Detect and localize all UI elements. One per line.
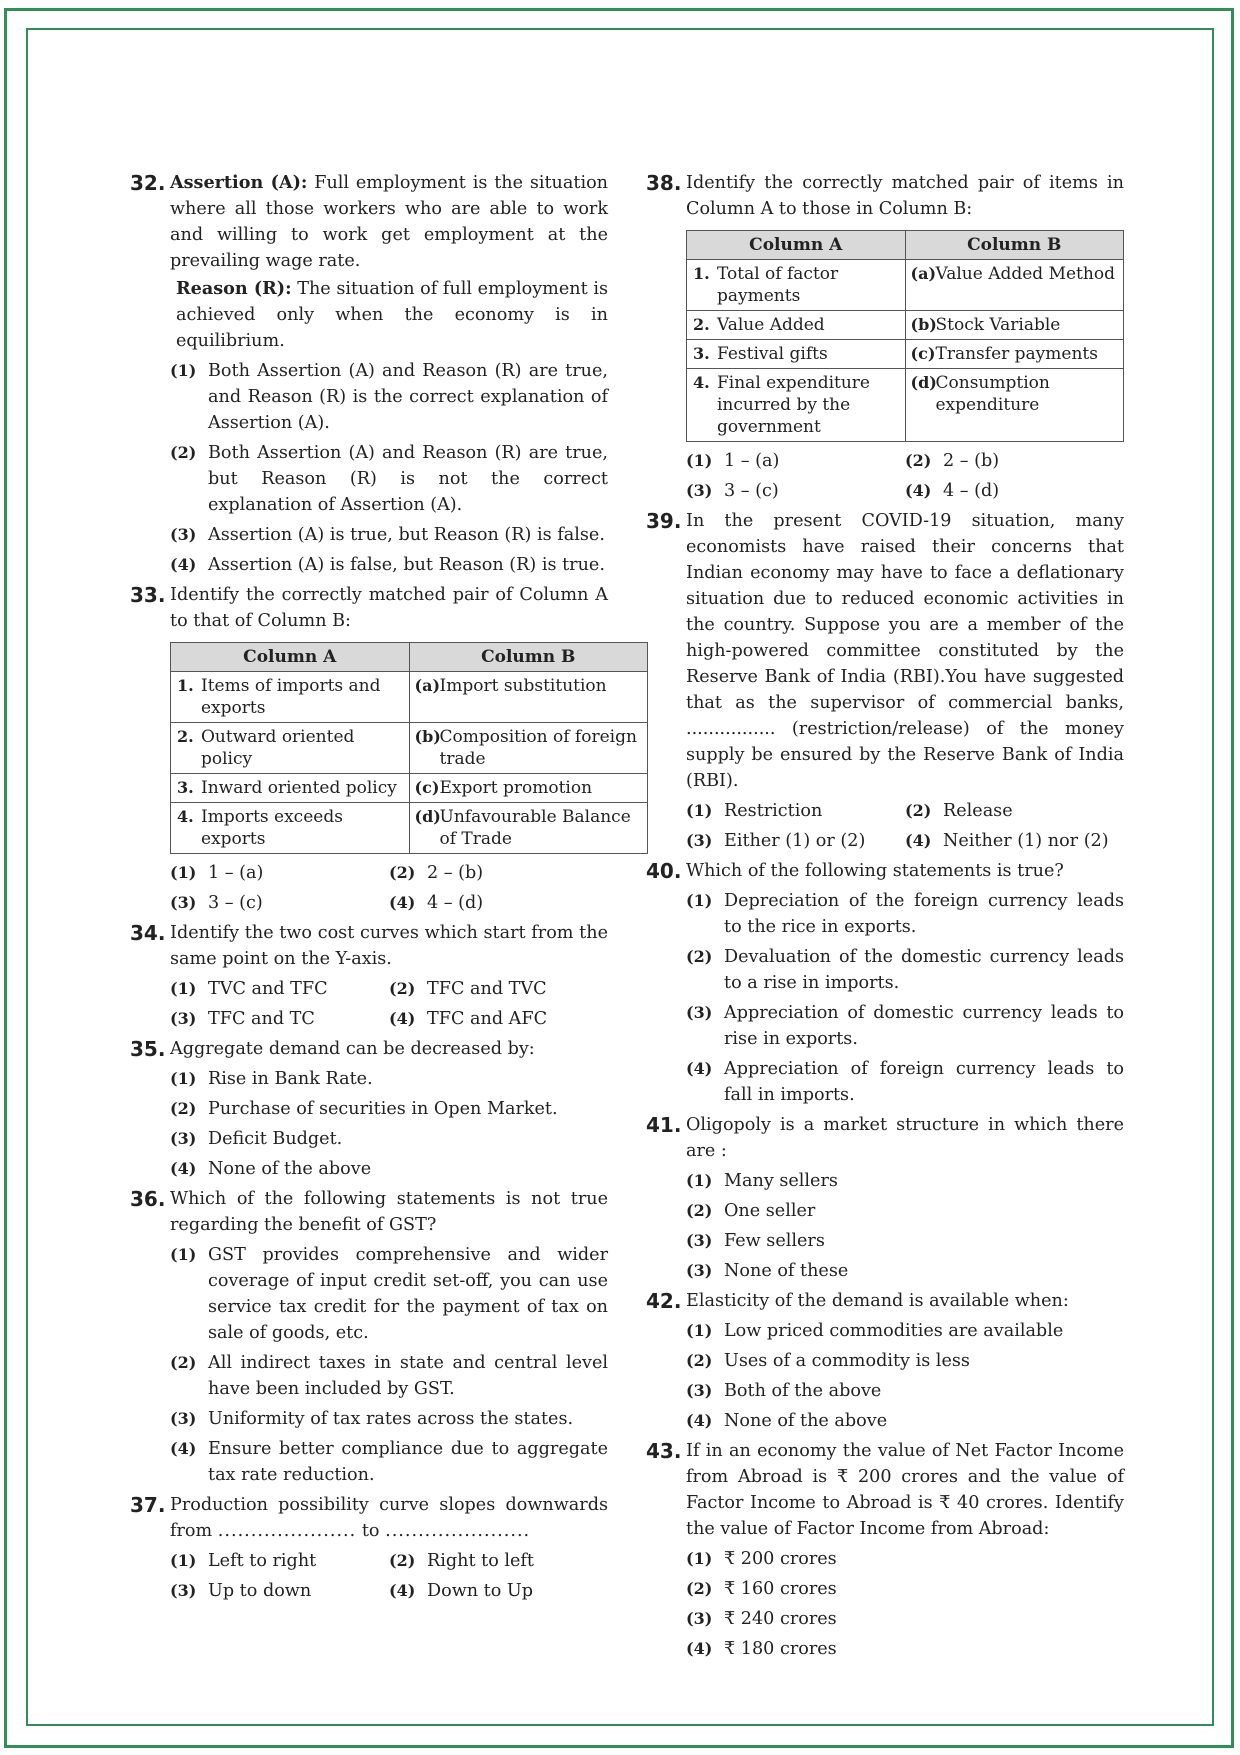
question-39 [646, 508, 1124, 854]
option[interactable]: (1) 1 – (a) [686, 451, 780, 471]
question-text: Identify the two cost curves which start from the same point on the Y-axis. [170, 923, 608, 969]
column-a-header: Column A [687, 231, 906, 260]
option[interactable]: (3) Appreciation of domestic currency leads to rise in exports. [686, 1003, 1124, 1049]
option[interactable]: (4) Ensure better compliance due to aggregate tax rate reduction. [170, 1439, 608, 1485]
question-number: 40. [646, 859, 682, 883]
match-table [686, 230, 1124, 442]
option[interactable]: (4) Neither (1) nor (2) [905, 831, 1109, 851]
option[interactable]: (2) ₹ 160 crores [686, 1579, 837, 1599]
option[interactable]: (4) Down to Up [389, 1581, 534, 1601]
option[interactable]: (1) Low priced commodities are available [686, 1321, 1064, 1341]
question-text: Aggregate demand can be decreased by: [170, 1039, 535, 1059]
question-number: 34. [130, 921, 166, 945]
option[interactable]: (4) Appreciation of foreign currency leads to fall in imports. [686, 1059, 1124, 1105]
question-43 [646, 1438, 1124, 1662]
question-text: In the present COVID-19 situation, many economists have raised their concerns that Indian economy may have to face a deflationary situation due to reduced economic activities in the country. Suppose you are a member of the high-powered committee constituted by the Reserve Bank of India (RBI).You have suggested that as the supervisor of commercial banks, ................ (restriction/release) of the money supply be ensured by the Reserve Bank of India (RBI). [686, 511, 1124, 791]
option[interactable]: (4) 4 – (d) [905, 481, 1000, 501]
question-35 [130, 1036, 608, 1182]
question-42 [646, 1288, 1124, 1434]
question-text: Oligopoly is a market structure in which there are : [686, 1115, 1124, 1161]
option[interactable]: (2) 2 – (b) [905, 451, 1000, 471]
table-row: 2. Outward oriented policy (b) Composition of foreign trade [171, 723, 648, 774]
question-number: 35. [130, 1037, 166, 1061]
option[interactable]: (3) Deficit Budget. [170, 1129, 343, 1149]
option[interactable]: (2) One seller [686, 1201, 816, 1221]
options-grid [170, 860, 608, 916]
question-number: 32. [130, 171, 166, 195]
option[interactable]: (1) 1 – (a) [170, 863, 264, 883]
option[interactable]: (1) Depreciation of the foreign currency leads to the rice in exports. [686, 891, 1124, 937]
question-number: 39. [646, 509, 682, 533]
table-row: 4. Imports exceeds exports (d) Unfavourable Balance of Trade [171, 803, 648, 854]
option[interactable]: (2) Purchase of securities in Open Market. [170, 1099, 558, 1119]
option[interactable]: (2) Uses of a commodity is less [686, 1351, 970, 1371]
option[interactable]: (3) ₹ 240 crores [686, 1609, 837, 1629]
question-37 [130, 1492, 608, 1604]
option[interactable]: (3) Uniformity of tax rates across the states. [170, 1409, 574, 1429]
table-row: 3. Festival gifts (c) Transfer payments [687, 340, 1124, 369]
option[interactable]: (3) Few sellers [686, 1231, 825, 1251]
question-number: 41. [646, 1113, 682, 1137]
question-40 [646, 858, 1124, 1108]
option[interactable]: (4) 4 – (d) [389, 893, 484, 913]
question-text: Identify the correctly matched pair of Column A to that of Column B: [170, 585, 608, 631]
question-text: Which of the following statements is true? [686, 861, 1064, 881]
question-number: 42. [646, 1289, 682, 1313]
left-column [130, 170, 637, 1608]
question-text: Which of the following statements is not true regarding the benefit of GST? [170, 1189, 608, 1235]
option[interactable]: (3) 3 – (c) [686, 481, 779, 501]
option[interactable]: (4) TFC and AFC [389, 1009, 548, 1029]
question-number: 36. [130, 1187, 166, 1211]
blank: ..................... [217, 1521, 357, 1541]
question-33 [130, 582, 637, 916]
table-row: 4. Final expenditure incurred by the government (d) Consumption expenditure [687, 369, 1124, 442]
option[interactable]: (2) TFC and TVC [389, 979, 547, 999]
option[interactable]: (3) None of these [686, 1261, 849, 1281]
question-34 [130, 920, 608, 1032]
column-b-header: Column B [905, 231, 1124, 260]
option[interactable]: (4) None of the above [686, 1411, 888, 1431]
options-grid [686, 448, 1124, 504]
option[interactable]: (3) Either (1) or (2) [686, 831, 866, 851]
options-grid [686, 798, 1124, 854]
option[interactable]: (1) TVC and TFC [170, 979, 328, 999]
option[interactable]: (2) Both Assertion (A) and Reason (R) are true, but Reason (R) is not the correct explanation of Assertion (A). [170, 443, 608, 515]
option[interactable]: (1) Left to right [170, 1551, 317, 1571]
blank: ...................... [385, 1521, 531, 1541]
option[interactable]: (4) Assertion (A) is false, but Reason (R) is true. [170, 555, 605, 575]
question-text: Identify the correctly matched pair of items in Column A to those in Column B: [686, 173, 1124, 219]
option[interactable]: (1) Many sellers [686, 1171, 838, 1191]
option[interactable]: (1) Restriction [686, 801, 823, 821]
option[interactable]: (3) 3 – (c) [170, 893, 263, 913]
question-text: Production possibility curve slopes downwards from ..................... to ...................... [170, 1495, 608, 1541]
column-a-header: Column A [171, 643, 410, 672]
option[interactable]: (2) Right to left [389, 1551, 535, 1571]
question-36 [130, 1186, 608, 1488]
question-32 [130, 170, 608, 578]
table-row: 2. Value Added (b) Stock Variable [687, 311, 1124, 340]
option[interactable]: (3) Up to down [170, 1581, 312, 1601]
question-text: Assertion (A): Full employment is the situation where all those workers who are able to work and willing to work get employment at the prevailing wage rate. [170, 172, 608, 271]
question-text: If in an economy the value of Net Factor Income from Abroad is ₹ 200 crores and the value of Factor Income to Abroad is ₹ 40 crores. Identify the value of Factor Income from Abroad: [686, 1441, 1124, 1539]
option[interactable]: (1) GST provides comprehensive and wider coverage of input credit set-off, you can use service tax credit for the payment of tax on sale of goods, etc. [170, 1245, 608, 1343]
question-38 [646, 170, 1124, 504]
option[interactable]: (3) Both of the above [686, 1381, 882, 1401]
options-grid [170, 976, 608, 1032]
option[interactable]: (4) ₹ 180 crores [686, 1639, 837, 1659]
table-row: 1. Total of factor payments (a) Value Added Method [687, 260, 1124, 311]
question-number: 37. [130, 1493, 166, 1517]
question-number: 33. [130, 583, 166, 607]
table-row: 3. Inward oriented policy (c) Export promotion [171, 774, 648, 803]
match-table [170, 642, 648, 854]
option[interactable]: (2) 2 – (b) [389, 863, 484, 883]
column-b-header: Column B [409, 643, 648, 672]
option[interactable]: (2) All indirect taxes in state and central level have been included by GST. [170, 1353, 608, 1399]
right-column [646, 170, 1124, 1666]
table-row: 1. Items of imports and exports (a) Import substitution [171, 672, 648, 723]
question-number: 43. [646, 1439, 682, 1463]
option[interactable]: (2) Release [905, 801, 1013, 821]
question-text: Elasticity of the demand is available when: [686, 1291, 1069, 1311]
option[interactable]: (3) TFC and TC [170, 1009, 315, 1029]
question-41 [646, 1112, 1124, 1284]
option[interactable]: (3) Assertion (A) is true, but Reason (R) is false. [170, 525, 605, 545]
option[interactable]: (1) ₹ 200 crores [686, 1549, 837, 1569]
reason-text: Reason (R): The situation of full employment is achieved only when the economy is in equilibrium. [176, 278, 608, 351]
question-number: 38. [646, 171, 682, 195]
option[interactable]: (4) None of the above [170, 1159, 372, 1179]
option[interactable]: (1) Rise in Bank Rate. [170, 1069, 373, 1089]
options-grid [170, 1548, 608, 1604]
option[interactable]: (2) Devaluation of the domestic currency leads to a rise in imports. [686, 947, 1124, 993]
option[interactable]: (1) Both Assertion (A) and Reason (R) are true, and Reason (R) is the correct explanation of Assertion (A). [170, 361, 608, 433]
